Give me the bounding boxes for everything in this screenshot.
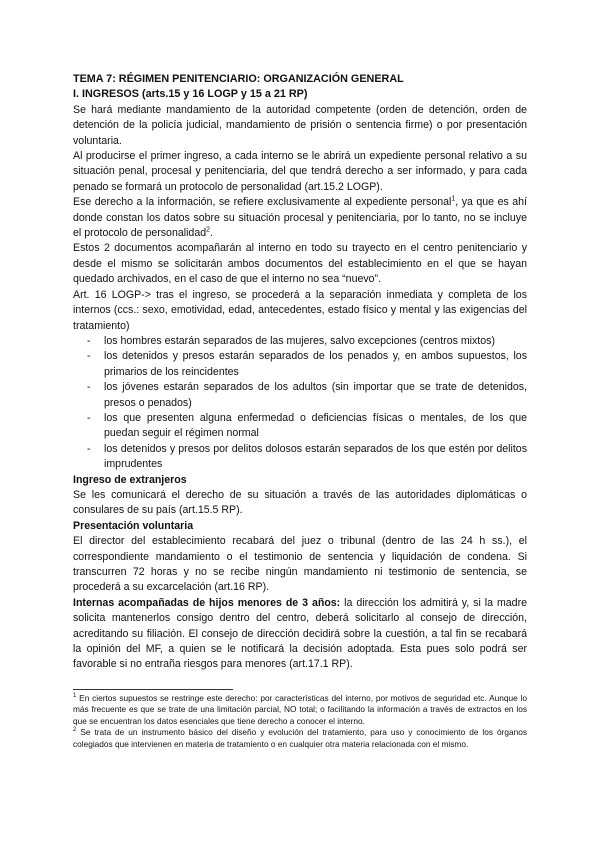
- paragraph-derecho-informacion: [73, 195, 527, 241]
- heading-presentacion-voluntaria: Presentación voluntaria: [73, 519, 194, 532]
- footnote-text: Se trata de un instrumento básico del diseño y evolución del tratamiento, para uso y conocimiento de los órganos colegiados que intervienen en materia de tratamiento o en cualquier otra materia relacionada con el mismo.: [73, 727, 527, 749]
- footnotes: [73, 693, 527, 750]
- paragraph-text: , ya que es ahí donde constan los datos sobre su situación procesal y penitenciaria, por lo tanto, no se incluye el protocolo de personalidad: [73, 196, 527, 240]
- list-item: - los jóvenes estarán separados de los adultos (sin importar que se trate de detenidos, presos o penados): [73, 380, 527, 411]
- paragraph-text: Ese derecho a la información, se refiere exclusivamente al expediente personal: [73, 196, 452, 209]
- list-item: - los hombres estarán separados de las mujeres, salvo excepciones (centros mixtos): [73, 334, 527, 349]
- footnote-text: En ciertos supuestos se restringe este derecho: por características del interno, por motivos de seguridad etc. Aunque lo más frecuente es que se trate de una limitación parcial, NO total; o facilitando la información a través de extractos en los que se encuentran los datos esenciales que tiene derecho a conocer el interno.: [73, 693, 527, 726]
- footnote-reference[interactable]: 1: [451, 195, 456, 203]
- paragraph-primer-ingreso: Al producirse el primer ingreso, a cada interno se le abrirá un expediente personal relativo a su situación penal, procesal y penitenciaria, del que tendrá derecho a ser informado, y para cada penado se formará un protocolo de personalidad (art.15.2 LOGP).: [73, 150, 527, 193]
- separation-list: [73, 334, 527, 473]
- paragraph-internas-hijos: [73, 596, 527, 673]
- list-item: - los que presenten alguna enfermedad o deficiencias físicas o mentales, de los que puedan seguir el régimen normal: [73, 411, 527, 442]
- paragraph-text: .: [210, 227, 213, 240]
- footnote-reference[interactable]: 2: [206, 226, 211, 234]
- paragraph-mandamiento: Se hará mediante mandamiento de la autoridad competente (orden de detención, orden de detención de la policía judicial, mandamiento de prisión o sentencia firme) o por presentación voluntaria.: [73, 103, 527, 147]
- footnote-2: [73, 727, 527, 750]
- footnote-divider: [73, 689, 233, 690]
- list-item: - los detenidos y presos por delitos dolosos estarán separados de los que estén por delitos imprudentes: [73, 442, 527, 473]
- paragraph-art16: Art. 16 LOGP-> tras el ingreso, se procederá a la separación inmediata y completa de los internos (ccs.: sexo, emotividad, edad, antecedentes, estado físico y mental y las exigencias del tratamiento): [73, 288, 527, 332]
- paragraph-text: la dirección los admitirá y, si la madre solicita mantenerlos consigo dentro del centro, deberá solicitarlo al consejo de dirección, acreditando su filiación. El consejo de dirección decidirá sobre la cuestión, a tal fin se recabará la opinión del MF, a quien se le notificará la decisión adoptada. Esta pues solo podrá ser favorable si no entraña riesgos para menores (art.17.1 RP).: [73, 596, 527, 671]
- paragraph-documentos: Estos 2 documentos acompañarán al interno en todo su trayecto en el centro penitenciario y desde el mismo se solicitarán ambos documentos del establecimiento en el que se hayan quedado archivados, en el caso de que el interno no sea “nuevo”.: [73, 242, 527, 286]
- document-body: [73, 72, 527, 673]
- document-title: TEMA 7: RÉGIMEN PENITENCIARIO: ORGANIZACIÓN GENERAL: [73, 73, 404, 85]
- footnote-mark: 2: [73, 727, 77, 734]
- paragraph-lead: Internas acompañadas de hijos menores de 3 años:: [73, 596, 341, 609]
- footnote-mark: 1: [73, 693, 77, 700]
- heading-extranjeros: Ingreso de extranjeros: [73, 473, 187, 486]
- footnote-1: [73, 693, 527, 727]
- paragraph-extranjeros: Se les comunicará el derecho de su situación a través de las autoridades diplomáticas o consulares de su país (art.15.5 RP).: [73, 488, 527, 517]
- section-heading: I. INGRESOS (arts.15 y 16 LOGP y 15 a 21 RP): [73, 88, 308, 101]
- list-item: - los detenidos y presos estarán separados de los penados y, en ambos supuestos, los primarios de los reincidentes: [73, 349, 527, 380]
- paragraph-presentacion-voluntaria: El director del establecimiento recabará del juez o tribunal (dentro de las 24 h ss.), el correspondiente mandamiento o el testimonio de sentencia y liquidación de condena. Si transcurren 72 horas y no se recibe ningún mandamiento ni testimonio de sentencia, se procederá a su excarcelación (art.16 RP).: [73, 535, 527, 594]
